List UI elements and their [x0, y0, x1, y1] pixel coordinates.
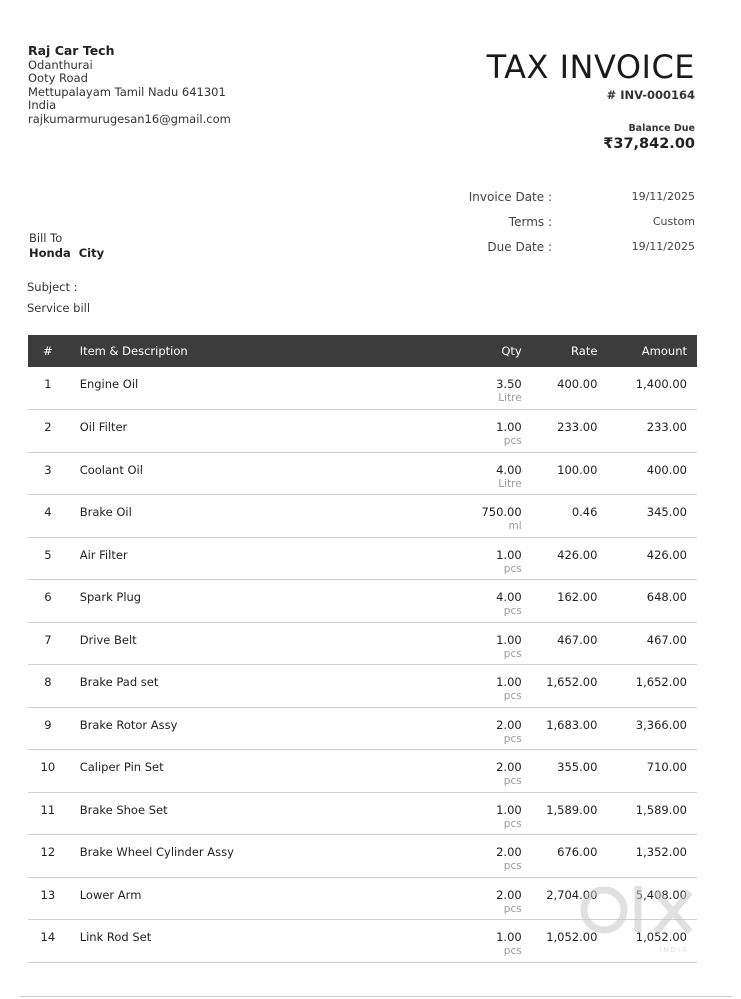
table-row [28, 537, 697, 580]
row-number: 4 [44, 505, 52, 519]
row-number: 10 [40, 760, 56, 774]
row-qty: 1.00 [496, 675, 522, 689]
row-rate: 676.00 [557, 845, 598, 859]
row-number: 14 [40, 930, 56, 944]
company-address-line: Mettupalayam Tamil Nadu 641301 [28, 84, 226, 99]
row-qty: 2.00 [496, 887, 522, 902]
company-address-line: Odanthurai [28, 57, 93, 72]
row-rate: 1,052.00 [546, 930, 598, 944]
row-number: 9 [44, 717, 52, 732]
table-row [28, 792, 697, 835]
company-block [28, 44, 231, 127]
invoice-date-value: 19/11/2025 [631, 190, 695, 203]
header-amount: Amount [641, 344, 687, 358]
row-amount: 426.00 [646, 547, 687, 562]
items-table [28, 335, 697, 963]
row-amount: 1,352.00 [635, 845, 687, 859]
row-item: Brake Shoe Set [79, 802, 168, 817]
company-address-line: Ooty Road [28, 71, 88, 86]
row-qty: 1.00 [496, 547, 522, 562]
row-rate: 1,589.00 [546, 802, 598, 817]
row-unit: pcs [503, 605, 522, 617]
row-unit: pcs [503, 732, 522, 745]
row-item: Engine Oil [79, 377, 139, 391]
invoice-title: TAX INVOICE [486, 48, 695, 86]
row-rate: 1,652.00 [546, 675, 598, 689]
row-item: Brake Rotor Assy [79, 717, 178, 732]
row-unit: pcs [503, 817, 522, 830]
row-rate: 400.00 [557, 377, 598, 391]
olx-watermark-logo [578, 874, 708, 964]
row-number: 12 [40, 845, 56, 859]
invoice-number: # INV-000164 [606, 88, 695, 102]
subject-label: Subject : [27, 280, 78, 294]
row-qty: 1.00 [496, 632, 522, 647]
row-number: 6 [44, 590, 52, 604]
table-row [28, 580, 697, 623]
row-amount: 1,589.00 [635, 802, 687, 817]
terms-label: Terms : [508, 215, 552, 229]
row-qty: 2.00 [496, 717, 522, 732]
row-number: 5 [44, 547, 52, 562]
row-unit: pcs [503, 562, 522, 575]
row-amount: 1,652.00 [635, 675, 687, 689]
row-rate: 426.00 [557, 547, 598, 562]
row-qty: 1.00 [496, 420, 522, 434]
header-rate: Rate [571, 344, 598, 358]
balance-due-amount: ₹37,842.00 [603, 136, 695, 152]
watermark-tagline: INDIA [659, 946, 689, 954]
header-num: # [43, 344, 53, 358]
row-amount: 467.00 [646, 632, 687, 647]
row-item: Oil Filter [79, 420, 128, 434]
bill-to-label: Bill To [29, 231, 63, 245]
row-rate: 1,683.00 [546, 717, 598, 732]
row-number: 13 [40, 887, 56, 902]
invoice-date-label: Invoice Date : [468, 190, 552, 204]
row-unit: Litre [498, 477, 522, 490]
table-row [28, 835, 697, 878]
row-item: Spark Plug [79, 590, 142, 604]
row-amount: 345.00 [646, 505, 687, 519]
row-qty: 1.00 [496, 802, 522, 817]
table-header-row [28, 335, 697, 367]
page-bottom-divider [20, 996, 732, 997]
row-unit: pcs [503, 775, 522, 787]
table-row [28, 367, 697, 410]
row-number: 1 [44, 377, 52, 391]
row-unit: pcs [503, 902, 522, 915]
row-rate: 467.00 [557, 632, 598, 647]
terms-value: Custom [652, 215, 695, 228]
row-unit: pcs [503, 435, 522, 447]
row-unit: pcs [503, 690, 522, 702]
row-qty: 4.00 [496, 590, 522, 604]
row-amount: 1,052.00 [635, 930, 687, 944]
row-unit: Litre [498, 392, 522, 404]
row-amount: 710.00 [646, 760, 687, 774]
row-item: Drive Belt [79, 632, 137, 647]
row-number: 11 [40, 802, 56, 817]
terms-row [435, 215, 695, 235]
row-unit: pcs [503, 860, 522, 872]
company-email: rajkumarmurugesan16@gmail.com [28, 111, 231, 126]
row-item: Caliper Pin Set [79, 760, 164, 774]
table-row [28, 410, 697, 453]
row-rate: 0.46 [571, 505, 598, 519]
row-number: 2 [44, 420, 52, 434]
header-qty: Qty [501, 344, 522, 358]
table-row [28, 495, 697, 538]
row-qty: 2.00 [496, 845, 522, 859]
row-number: 8 [44, 675, 52, 689]
table-row [28, 622, 697, 665]
due-date-row [435, 240, 695, 260]
row-amount: 400.00 [646, 462, 687, 477]
row-qty: 3.50 [496, 377, 522, 391]
row-item: Lower Arm [79, 887, 142, 902]
table-row [28, 707, 697, 750]
row-unit: pcs [503, 945, 522, 957]
row-qty: 750.00 [481, 505, 522, 519]
balance-due-label: Balance Due [628, 123, 695, 134]
row-number: 7 [44, 632, 52, 647]
row-item: Coolant Oil [79, 462, 143, 477]
company-address-line: India [28, 98, 57, 113]
row-item: Brake Oil [79, 505, 132, 519]
row-qty: 1.00 [496, 930, 522, 944]
row-amount: 648.00 [646, 590, 687, 604]
row-amount: 5,408.00 [635, 887, 687, 902]
row-qty: 2.00 [496, 760, 522, 774]
row-rate: 355.00 [557, 760, 598, 774]
row-rate: 100.00 [557, 462, 598, 477]
row-item: Brake Wheel Cylinder Assy [79, 845, 234, 859]
table-row [28, 750, 697, 793]
row-item: Link Rod Set [79, 930, 152, 944]
bill-to-block [29, 231, 104, 260]
table-row [28, 452, 697, 495]
table-row [28, 665, 697, 708]
subject-value: Service bill [27, 301, 91, 315]
row-amount: 3,366.00 [635, 717, 687, 732]
invoice-date-row [435, 190, 695, 210]
row-item: Air Filter [79, 547, 128, 562]
bill-to-name: Honda City [29, 246, 105, 260]
row-unit: pcs [503, 647, 522, 660]
due-date-label: Due Date : [487, 240, 552, 254]
row-rate: 2,704.00 [546, 887, 598, 902]
row-rate: 233.00 [557, 420, 598, 434]
header-item: Item & Description [79, 344, 188, 358]
row-amount: 233.00 [646, 420, 687, 434]
row-item: Brake Pad set [79, 675, 159, 689]
row-qty: 4.00 [496, 462, 522, 477]
company-name: Raj Car Tech [28, 43, 115, 58]
row-number: 3 [44, 462, 52, 477]
due-date-value: 19/11/2025 [631, 240, 695, 253]
row-rate: 162.00 [557, 590, 598, 604]
row-unit: ml [508, 520, 522, 532]
row-amount: 1,400.00 [635, 377, 687, 391]
